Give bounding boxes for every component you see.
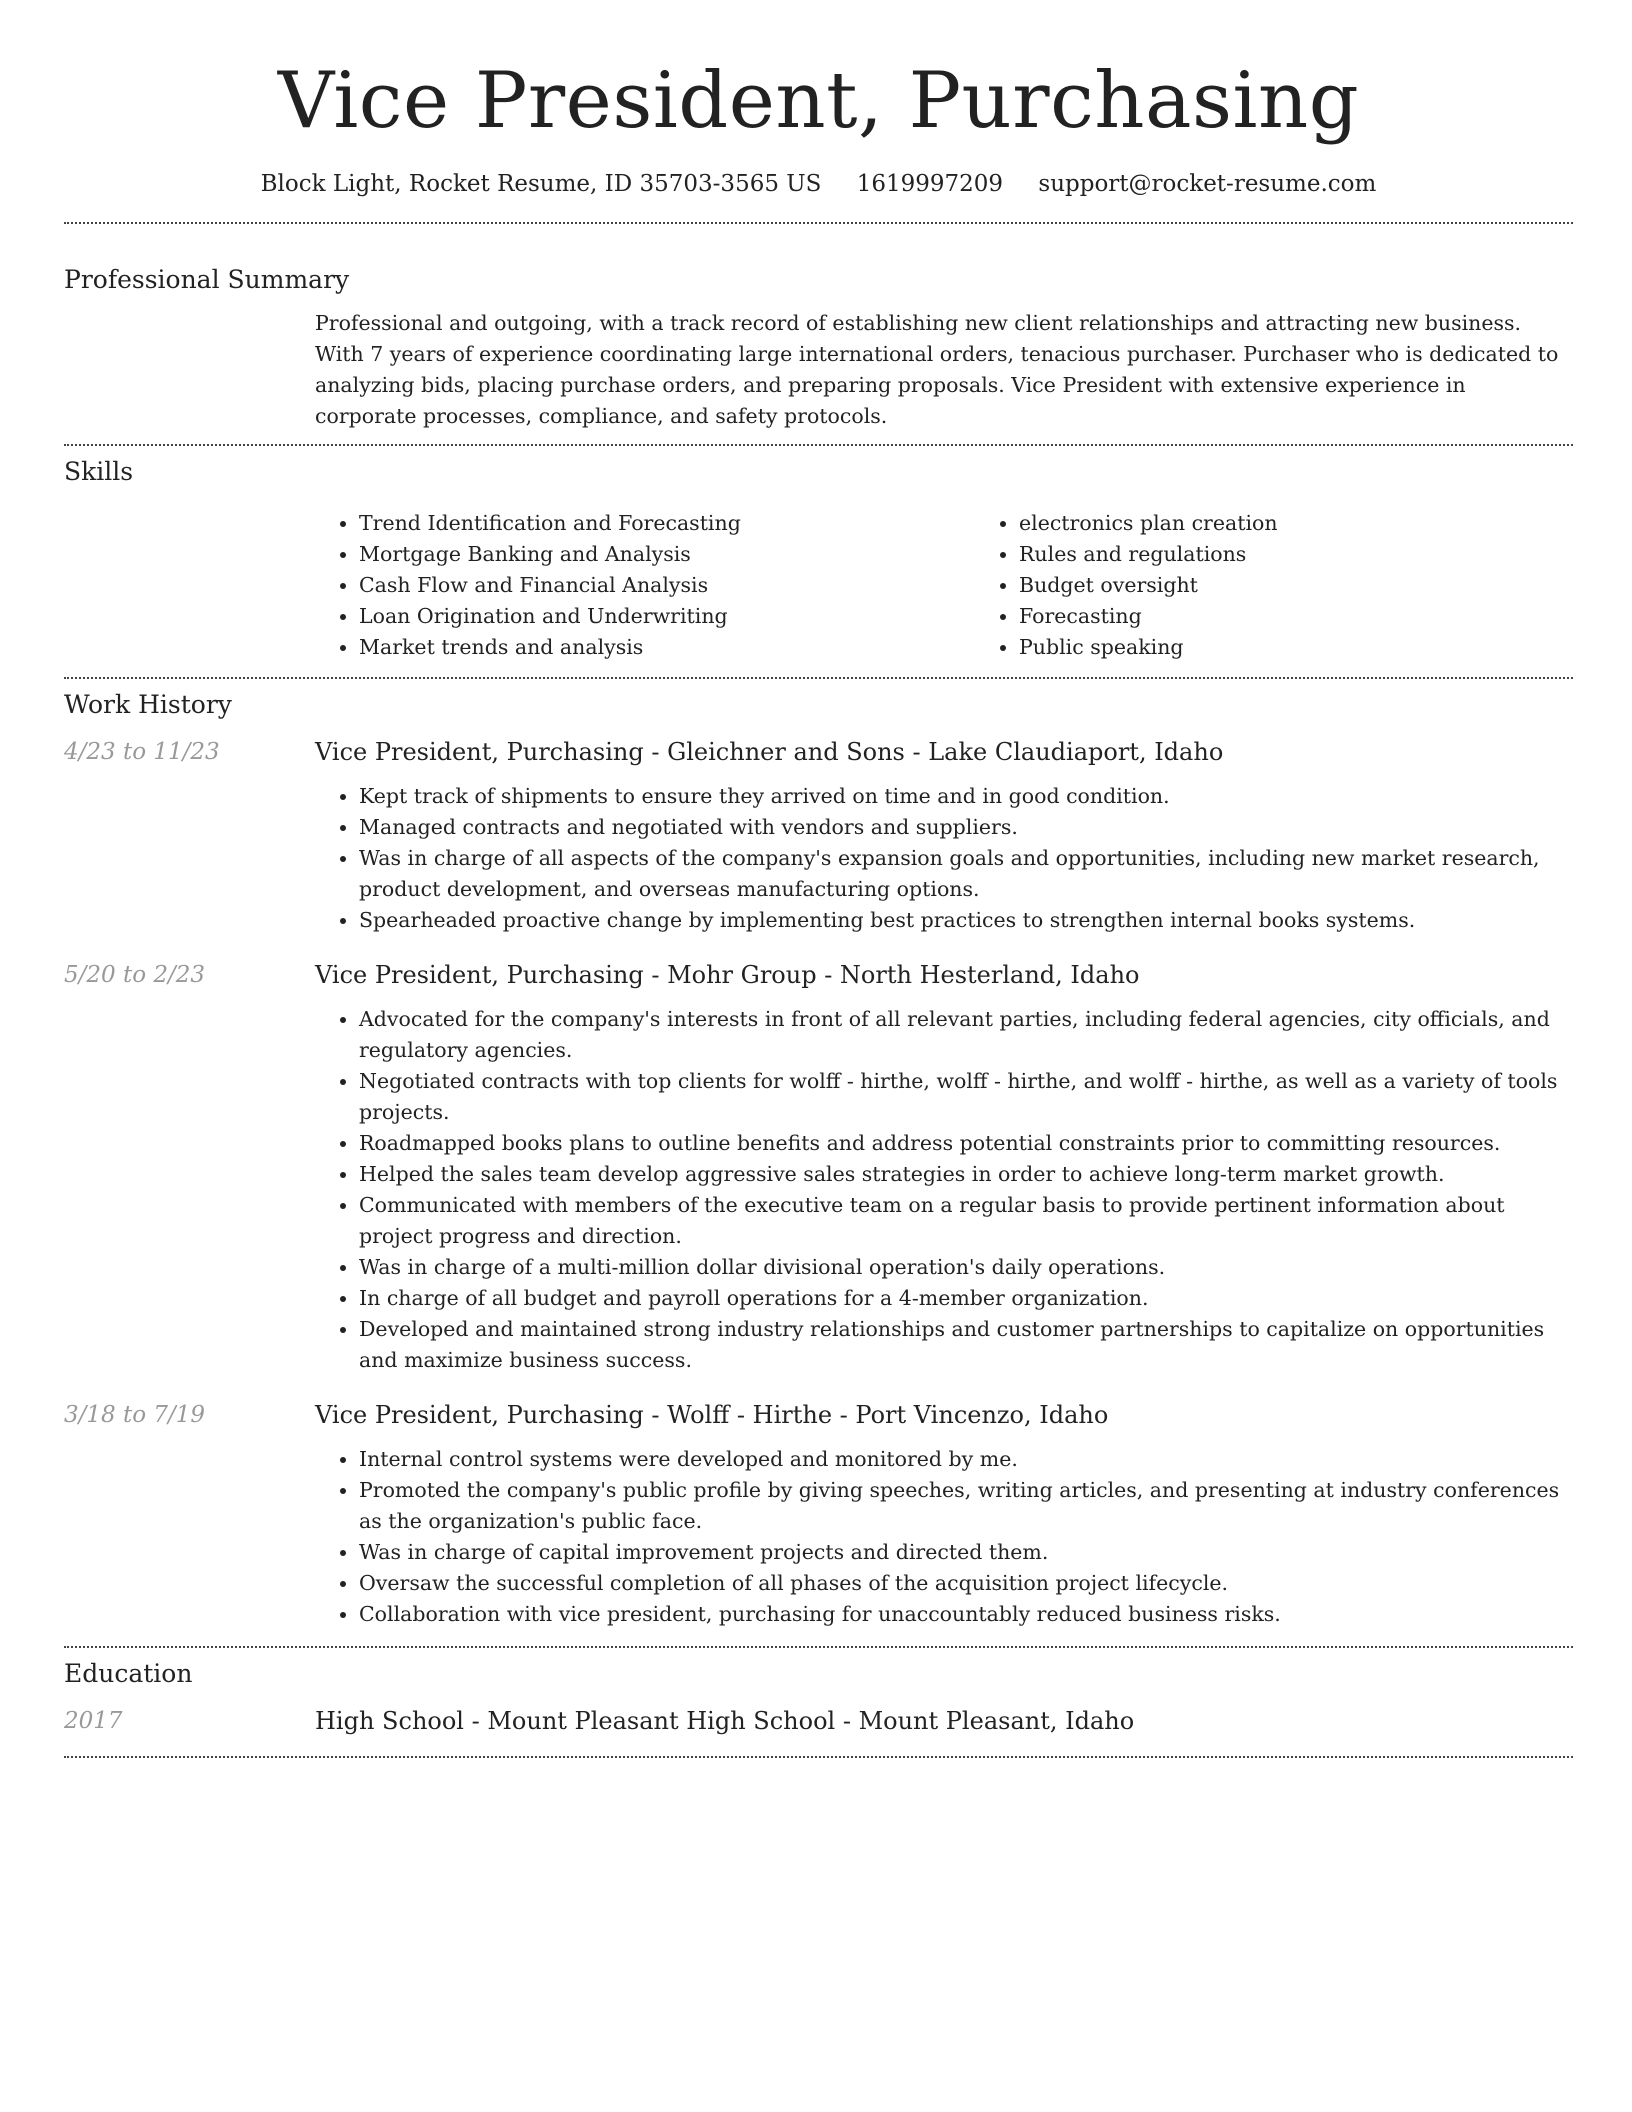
skills-list-left — [315, 508, 975, 663]
job-bullet: • Advocated for the company's interests in front of all relevant parties, including federal agencies, city officials, and regulatory agencies. — [359, 1004, 1573, 1066]
job-bullet: • Promoted the company's public profile by giving speeches, writing articles, and presenting at industry conferences as the organization's public face. — [359, 1475, 1573, 1537]
skill-item: • Forecasting — [1019, 601, 1632, 632]
skill-item: • Budget oversight — [1019, 570, 1632, 601]
contact-email: support@rocket-resume.com — [1038, 171, 1377, 197]
job-heading: Vice President, Purchasing - Mohr Group - North Hesterland, Idaho — [315, 961, 1140, 989]
summary-title: Professional Summary — [64, 265, 350, 294]
job-entry — [64, 958, 1573, 1376]
work-history-title: Work History — [64, 690, 232, 719]
job-bullet: • Managed contracts and negotiated with vendors and suppliers. — [359, 812, 1573, 843]
job-heading: Vice President, Purchasing - Wolff - Hirthe - Port Vincenzo, Idaho — [315, 1401, 1109, 1429]
job-bullets — [315, 781, 1573, 936]
job-dates: 3/18 to 7/19 — [64, 1402, 206, 1428]
job-dates: 4/23 to 11/23 — [64, 739, 220, 765]
job-bullet: • Oversaw the successful completion of all phases of the acquisition project lifecycle. — [359, 1568, 1573, 1599]
job-bullet: • Was in charge of capital improvement projects and directed them. — [359, 1537, 1573, 1568]
job-bullet: • Was in charge of a multi-million dollar divisional operation's daily operations. — [359, 1252, 1573, 1283]
contact-address: Block Light, Rocket Resume, ID 35703-3565 US — [260, 171, 822, 197]
job-bullet: • Helped the sales team develop aggressive sales strategies in order to achieve long-term market growth. — [359, 1159, 1573, 1190]
job-entry — [64, 1398, 1573, 1630]
work-history-section — [64, 679, 1573, 1646]
skill-item: • Loan Origination and Underwriting — [359, 601, 975, 632]
education-section — [64, 1648, 1573, 1756]
summary-text: Professional and outgoing, with a track record of establishing new client relationships and attracting new business. With 7 years of experience coordinating large international orders, tenacious purchaser. Purchaser who is dedicated to analyzing bids, placing purchase orders, and preparing proposals. Vice President with extensive experience in corporate processes, compliance, and safety protocols. — [315, 311, 1559, 428]
job-bullet: • Communicated with members of the executive team on a regular basis to provide pertinent information about project progress and direction. — [359, 1190, 1573, 1252]
job-entry — [64, 735, 1573, 936]
candidate-name: Vice President, Purchasing — [277, 56, 1360, 146]
job-bullet: • In charge of all budget and payroll operations for a 4-member organization. — [359, 1283, 1573, 1314]
job-heading: Vice President, Purchasing - Gleichner and Sons - Lake Claudiaport, Idaho — [315, 738, 1224, 766]
job-bullet: • Collaboration with vice president, purchasing for unaccountably reduced business risks. — [359, 1599, 1573, 1630]
summary-section — [64, 224, 1573, 444]
education-dates: 2017 — [64, 1708, 123, 1734]
education-entry — [64, 1704, 1573, 1738]
skills-title: Skills — [64, 457, 134, 486]
job-bullet: • Developed and maintained strong industry relationships and customer partnerships to capitalize on opportunities and maximize business success. — [359, 1314, 1573, 1376]
skill-item: • Public speaking — [1019, 632, 1632, 663]
job-list — [64, 735, 1573, 1630]
job-dates: 5/20 to 2/23 — [64, 962, 206, 988]
job-bullet: • Spearheaded proactive change by implementing best practices to strengthen internal books systems. — [359, 905, 1573, 936]
skill-item: • Trend Identification and Forecasting — [359, 508, 975, 539]
job-bullet: • Kept track of shipments to ensure they arrived on time and in good condition. — [359, 781, 1573, 812]
skills-section — [64, 446, 1573, 677]
skill-item: • Market trends and analysis — [359, 632, 975, 663]
job-bullets — [315, 1004, 1573, 1376]
resume-page — [64, 0, 1573, 1758]
skills-list-right — [975, 508, 1632, 663]
contact-line — [64, 168, 1573, 200]
section-divider — [64, 1756, 1573, 1758]
job-bullet: • Internal control systems were developed and monitored by me. — [359, 1444, 1573, 1475]
resume-header — [64, 0, 1573, 200]
job-bullet: • Was in charge of all aspects of the company's expansion goals and opportunities, including new market research, product development, and overseas manufacturing options. — [359, 843, 1573, 905]
skill-item: • Mortgage Banking and Analysis — [359, 539, 975, 570]
job-bullet: • Roadmapped books plans to outline benefits and address potential constraints prior to committing resources. — [359, 1128, 1573, 1159]
skill-item: • Cash Flow and Financial Analysis — [359, 570, 975, 601]
job-bullets — [315, 1444, 1573, 1630]
education-title: Education — [64, 1659, 193, 1688]
education-heading: High School - Mount Pleasant High School - Mount Pleasant, Idaho — [315, 1707, 1135, 1735]
job-bullet: • Negotiated contracts with top clients for wolff - hirthe, wolff - hirthe, and wolff - hirthe, as well as a variety of tools projects. — [359, 1066, 1573, 1128]
skill-item: • Rules and regulations — [1019, 539, 1632, 570]
education-list — [64, 1704, 1573, 1738]
contact-phone: 1619997209 — [856, 171, 1004, 197]
skill-item: • electronics plan creation — [1019, 508, 1632, 539]
